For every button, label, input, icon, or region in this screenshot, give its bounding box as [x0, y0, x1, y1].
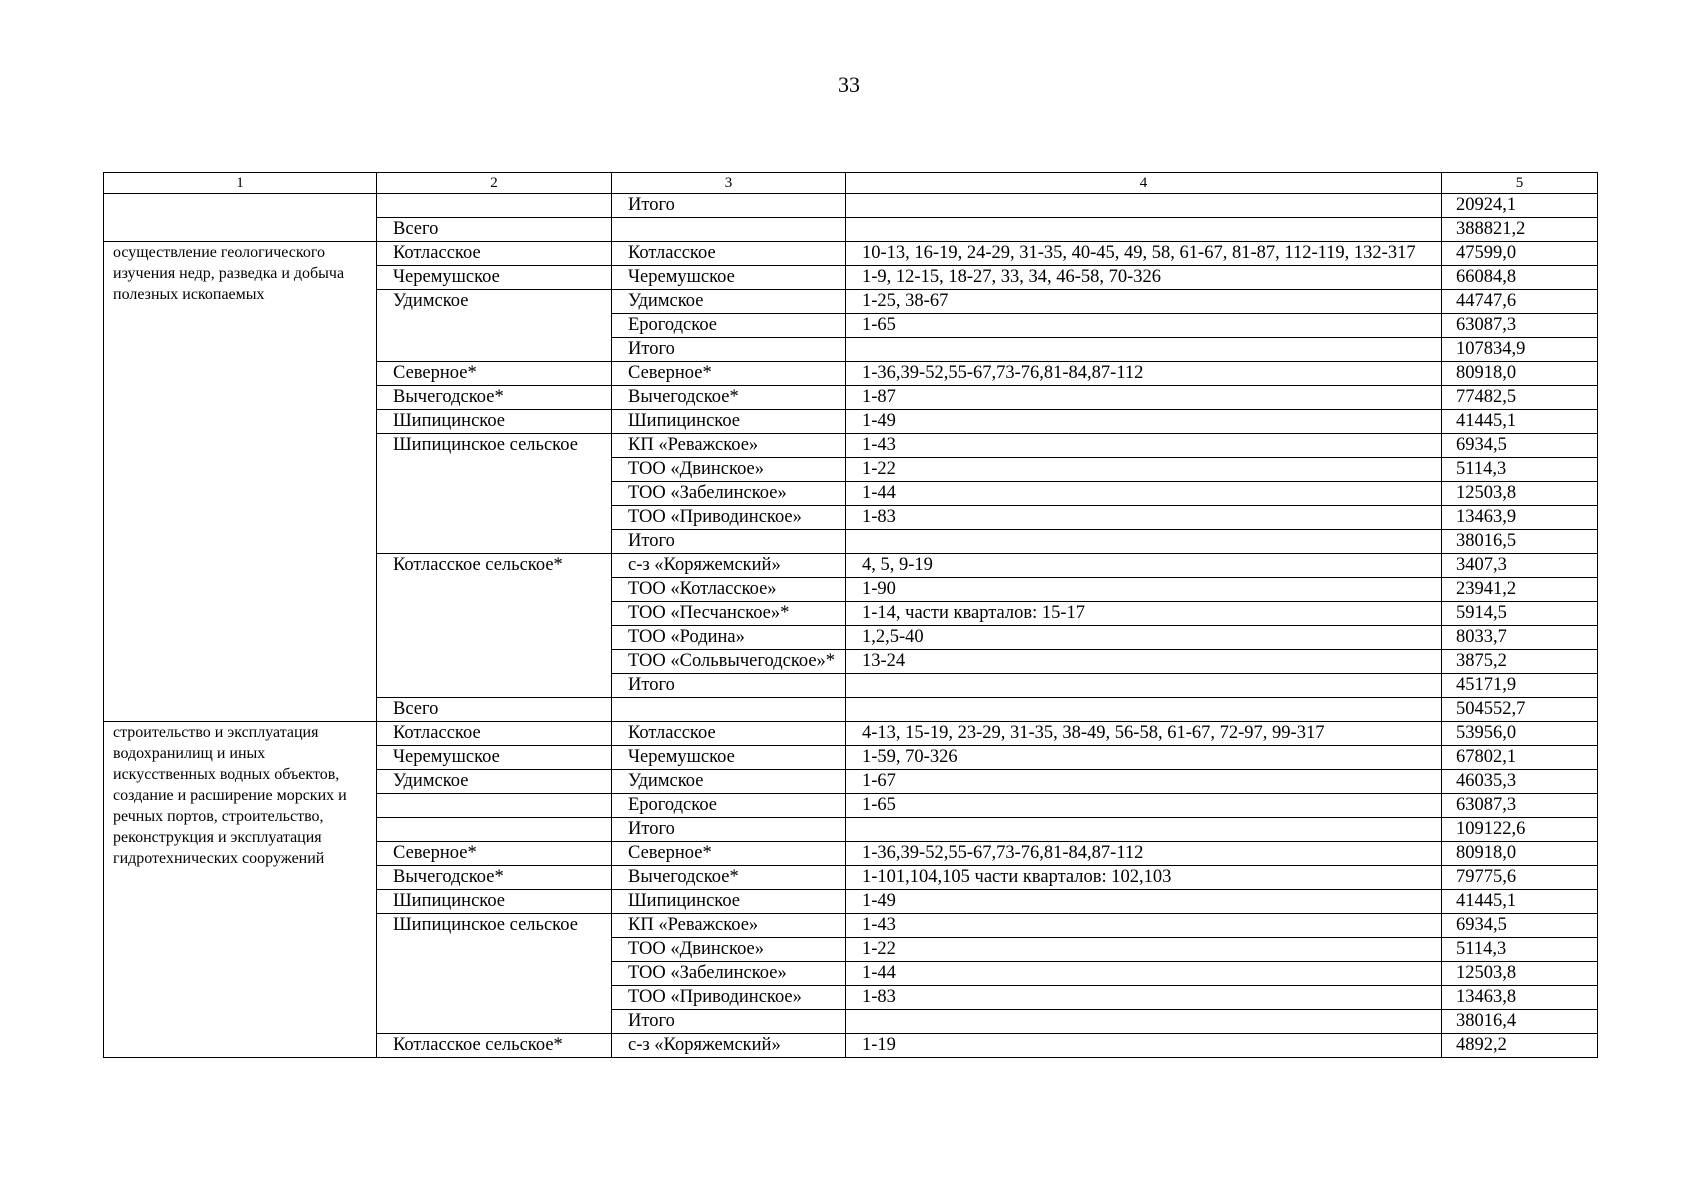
district-cell: Итого — [612, 530, 846, 554]
area-cell: 109122,6 — [1442, 818, 1598, 842]
area-cell: 3407,3 — [1442, 554, 1598, 578]
district-cell: Вычегодское* — [612, 866, 846, 890]
district-cell: ТОО «Двинское» — [612, 938, 846, 962]
district-cell: ТОО «Двинское» — [612, 458, 846, 482]
forestry-cell: Удимское — [377, 770, 612, 794]
district-cell: Черемушское — [612, 266, 846, 290]
forestry-cell: Всего — [377, 218, 612, 242]
area-cell: 12503,8 — [1442, 482, 1598, 506]
district-cell: ТОО «Забелинское» — [612, 482, 846, 506]
district-cell: ТОО «Родина» — [612, 626, 846, 650]
forestry-cell: Всего — [377, 698, 612, 722]
table-header-row — [104, 173, 1598, 194]
area-cell: 77482,5 — [1442, 386, 1598, 410]
quarters-cell: 1-44 — [846, 962, 1442, 986]
quarters-cell: 1-101,104,105 части кварталов: 102,103 — [846, 866, 1442, 890]
quarters-cell — [846, 218, 1442, 242]
table-row — [104, 242, 1598, 266]
area-cell: 38016,4 — [1442, 1010, 1598, 1034]
district-cell: ТОО «Котласское» — [612, 578, 846, 602]
district-cell: Вычегодское* — [612, 386, 846, 410]
quarters-cell: 1-49 — [846, 410, 1442, 434]
district-cell: Итого — [612, 818, 846, 842]
quarters-cell: 1-65 — [846, 794, 1442, 818]
district-cell: с-з «Коряжемский» — [612, 554, 846, 578]
quarters-cell: 1-36,39-52,55-67,73-76,81-84,87-112 — [846, 842, 1442, 866]
forestry-cell: Северное* — [377, 362, 612, 386]
area-cell: 3875,2 — [1442, 650, 1598, 674]
land-allocation-table — [103, 172, 1598, 1058]
district-cell: ТОО «Сольвычегодское»* — [612, 650, 846, 674]
forestry-cell: Черемушское — [377, 746, 612, 770]
district-cell: Котласское — [612, 722, 846, 746]
district-cell: Удимское — [612, 290, 846, 314]
area-cell: 47599,0 — [1442, 242, 1598, 266]
area-cell: 5114,3 — [1442, 938, 1598, 962]
district-cell: Итого — [612, 194, 846, 218]
quarters-cell: 1-14, части кварталов: 15-17 — [846, 602, 1442, 626]
district-cell: ТОО «Песчанское»* — [612, 602, 846, 626]
header-cell: 3 — [612, 173, 846, 194]
table-row — [104, 194, 1598, 218]
forestry-cell: Котласское сельское* — [377, 1034, 612, 1058]
forestry-cell — [377, 818, 612, 842]
district-cell: Северное* — [612, 842, 846, 866]
quarters-cell: 1-43 — [846, 434, 1442, 458]
quarters-cell: 1-36,39-52,55-67,73-76,81-84,87-112 — [846, 362, 1442, 386]
area-cell: 13463,8 — [1442, 986, 1598, 1010]
district-cell: Итого — [612, 1010, 846, 1034]
district-cell — [612, 218, 846, 242]
quarters-cell — [846, 194, 1442, 218]
quarters-cell: 1-19 — [846, 1034, 1442, 1058]
quarters-cell — [846, 530, 1442, 554]
forestry-cell: Вычегодское* — [377, 386, 612, 410]
header-cell: 2 — [377, 173, 612, 194]
district-cell: КП «Реважское» — [612, 434, 846, 458]
area-cell: 6934,5 — [1442, 434, 1598, 458]
quarters-cell: 1-44 — [846, 482, 1442, 506]
area-cell: 20924,1 — [1442, 194, 1598, 218]
quarters-cell: 1-90 — [846, 578, 1442, 602]
quarters-cell: 1,2,5-40 — [846, 626, 1442, 650]
area-cell: 5914,5 — [1442, 602, 1598, 626]
quarters-cell: 1-49 — [846, 890, 1442, 914]
area-cell: 504552,7 — [1442, 698, 1598, 722]
purpose-cell — [104, 194, 377, 242]
table-row — [104, 722, 1598, 746]
district-cell: Северное* — [612, 362, 846, 386]
quarters-cell: 1-25, 38-67 — [846, 290, 1442, 314]
area-cell: 46035,3 — [1442, 770, 1598, 794]
area-cell: 6934,5 — [1442, 914, 1598, 938]
area-cell: 8033,7 — [1442, 626, 1598, 650]
quarters-cell — [846, 338, 1442, 362]
forestry-cell: Черемушское — [377, 266, 612, 290]
district-cell — [612, 698, 846, 722]
purpose-cell: осуществление геологического изучения недр, разведка и добыча полезных ископаемых — [104, 242, 377, 722]
district-cell: Шипицинское — [612, 410, 846, 434]
area-cell: 388821,2 — [1442, 218, 1598, 242]
district-cell: КП «Реважское» — [612, 914, 846, 938]
quarters-cell: 1-22 — [846, 458, 1442, 482]
district-cell: Черемушское — [612, 746, 846, 770]
quarters-cell: 4-13, 15-19, 23-29, 31-35, 38-49, 56-58, 61-67, 72-97, 99-317 — [846, 722, 1442, 746]
forestry-cell: Шипицинское сельское — [377, 914, 612, 1034]
quarters-cell: 1-65 — [846, 314, 1442, 338]
area-cell: 79775,6 — [1442, 866, 1598, 890]
quarters-cell: 1-43 — [846, 914, 1442, 938]
forestry-cell: Шипицинское сельское — [377, 434, 612, 554]
area-cell: 80918,0 — [1442, 842, 1598, 866]
area-cell: 13463,9 — [1442, 506, 1598, 530]
quarters-cell: 1-22 — [846, 938, 1442, 962]
quarters-cell: 10-13, 16-19, 24-29, 31-35, 40-45, 49, 58, 61-67, 81-87, 112-119, 132-317 — [846, 242, 1442, 266]
area-cell: 107834,9 — [1442, 338, 1598, 362]
area-cell: 38016,5 — [1442, 530, 1598, 554]
district-cell: ТОО «Приводинское» — [612, 986, 846, 1010]
area-cell: 23941,2 — [1442, 578, 1598, 602]
area-cell: 53956,0 — [1442, 722, 1598, 746]
forestry-cell: Удимское — [377, 290, 612, 362]
quarters-cell: 1-9, 12-15, 18-27, 33, 34, 46-58, 70-326 — [846, 266, 1442, 290]
forestry-cell: Вычегодское* — [377, 866, 612, 890]
district-cell: Итого — [612, 338, 846, 362]
district-cell: Ерогодское — [612, 314, 846, 338]
area-cell: 67802,1 — [1442, 746, 1598, 770]
quarters-cell — [846, 818, 1442, 842]
page-number: 33 — [838, 72, 860, 97]
header-cell: 4 — [846, 173, 1442, 194]
district-cell: Шипицинское — [612, 890, 846, 914]
header-cell: 5 — [1442, 173, 1598, 194]
area-cell: 4892,2 — [1442, 1034, 1598, 1058]
area-cell: 44747,6 — [1442, 290, 1598, 314]
area-cell: 66084,8 — [1442, 266, 1598, 290]
forestry-cell — [377, 794, 612, 818]
area-cell: 63087,3 — [1442, 794, 1598, 818]
header-cell: 1 — [104, 173, 377, 194]
quarters-cell: 13-24 — [846, 650, 1442, 674]
forestry-cell: Шипицинское — [377, 890, 612, 914]
area-cell: 41445,1 — [1442, 890, 1598, 914]
purpose-cell: строительство и эксплуатация водохранилищ и иных искусственных водных объектов, создание и расширение морских и речных портов, строительство, реконструкция и эксплуатация гидротехнических сооружений — [104, 722, 377, 1058]
district-cell: ТОО «Приводинское» — [612, 506, 846, 530]
district-cell: Итого — [612, 674, 846, 698]
quarters-cell — [846, 698, 1442, 722]
forestry-cell: Котласское — [377, 242, 612, 266]
area-cell: 5114,3 — [1442, 458, 1598, 482]
quarters-cell — [846, 674, 1442, 698]
quarters-cell: 1-87 — [846, 386, 1442, 410]
area-cell: 45171,9 — [1442, 674, 1598, 698]
quarters-cell: 1-59, 70-326 — [846, 746, 1442, 770]
district-cell: Котласское — [612, 242, 846, 266]
quarters-cell — [846, 1010, 1442, 1034]
quarters-cell: 4, 5, 9-19 — [846, 554, 1442, 578]
area-cell: 63087,3 — [1442, 314, 1598, 338]
area-cell: 12503,8 — [1442, 962, 1598, 986]
area-cell: 80918,0 — [1442, 362, 1598, 386]
quarters-cell: 1-83 — [846, 986, 1442, 1010]
forestry-cell: Котласское — [377, 722, 612, 746]
district-cell: ТОО «Забелинское» — [612, 962, 846, 986]
district-cell: Ерогодское — [612, 794, 846, 818]
area-cell: 41445,1 — [1442, 410, 1598, 434]
quarters-cell: 1-67 — [846, 770, 1442, 794]
forestry-cell: Шипицинское — [377, 410, 612, 434]
district-cell: с-з «Коряжемский» — [612, 1034, 846, 1058]
forestry-cell — [377, 194, 612, 218]
forestry-cell: Северное* — [377, 842, 612, 866]
quarters-cell: 1-83 — [846, 506, 1442, 530]
forestry-cell: Котласское сельское* — [377, 554, 612, 698]
district-cell: Удимское — [612, 770, 846, 794]
